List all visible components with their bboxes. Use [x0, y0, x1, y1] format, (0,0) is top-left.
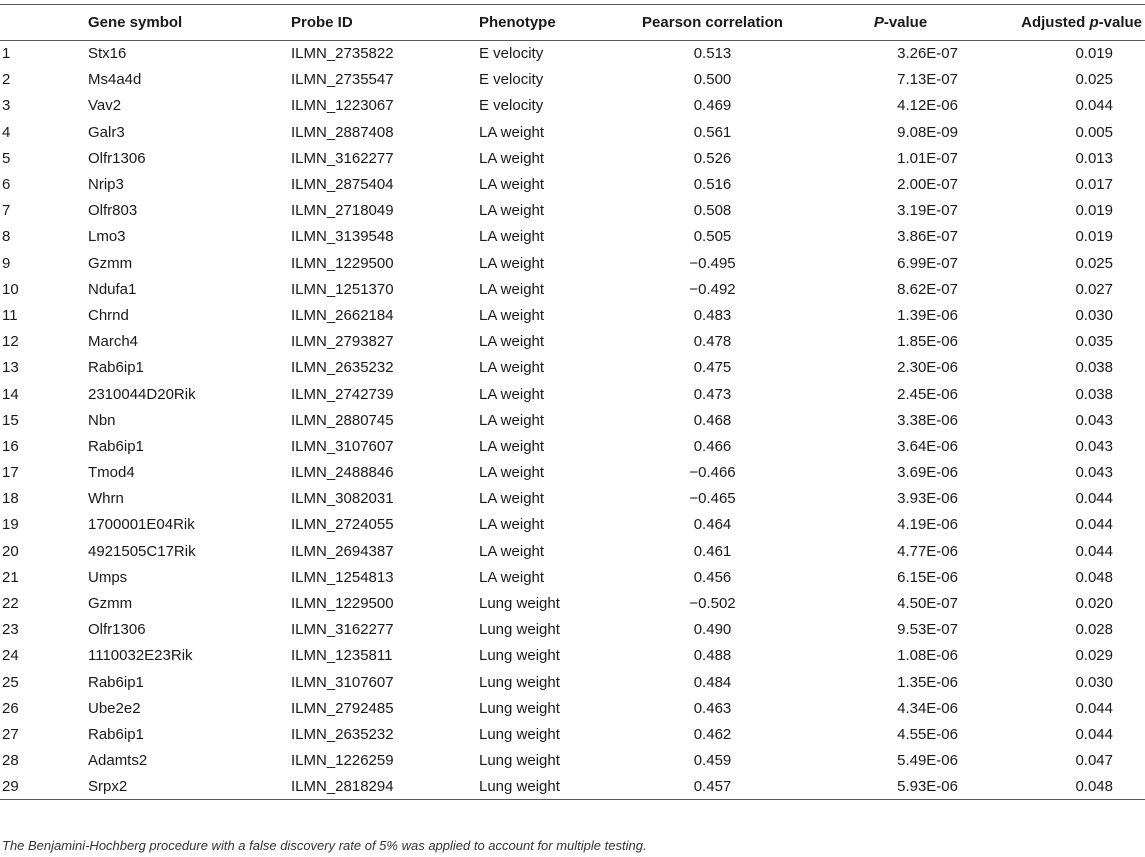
- cell-phenotype: LA weight: [479, 516, 545, 534]
- cell-pearson-correlation: −0.502: [689, 595, 736, 613]
- cell-phenotype: LA weight: [479, 123, 545, 141]
- cell-row-index: 7: [2, 202, 11, 220]
- cell-phenotype: LA weight: [479, 280, 545, 298]
- header-p-value-rest: -value: [883, 14, 928, 31]
- cell-phenotype: LA weight: [479, 359, 545, 377]
- cell-pearson-correlation: 0.469: [693, 97, 732, 115]
- cell-adjusted-p-value: 0.044: [1075, 516, 1113, 534]
- cell-row-index: 15: [2, 411, 19, 429]
- cell-probe-id: ILMN_1254813: [291, 568, 394, 586]
- cell-gene-symbol: Olfr1306: [88, 149, 146, 167]
- cell-probe-id: ILMN_1223067: [291, 97, 394, 115]
- cell-phenotype: E velocity: [479, 45, 544, 63]
- header-adjusted-rest: -value: [1098, 14, 1142, 31]
- cell-adjusted-p-value: 0.005: [1075, 123, 1113, 141]
- cell-p-value: 3.64E-06: [897, 437, 958, 455]
- cell-row-index: 2: [2, 71, 11, 89]
- cell-probe-id: ILMN_2818294: [291, 774, 479, 800]
- cell-row-index: 29: [0, 774, 88, 800]
- cell-p-value: 4.77E-06: [897, 542, 958, 560]
- cell-p-value: 7.13E-07: [897, 71, 958, 89]
- cell-adjusted-p-value: 0.030: [1075, 673, 1113, 691]
- table-row: [0, 486, 1145, 512]
- cell-pearson-correlation: 0.478: [693, 333, 732, 351]
- cell-row-index: 12: [2, 333, 19, 351]
- header-adjusted-p-value: [992, 5, 1145, 41]
- table-row: [0, 564, 1145, 590]
- cell-gene-symbol: Adamts2: [88, 752, 148, 770]
- cell-adjusted-p-value: 0.028: [1075, 621, 1113, 639]
- cell-p-value: 3.69E-06: [897, 464, 958, 482]
- table-row: [0, 198, 1145, 224]
- cell-pearson-correlation: 0.456: [693, 568, 732, 586]
- cell-phenotype: Lung weight: [479, 621, 560, 639]
- cell-pearson-correlation: 0.475: [693, 359, 732, 377]
- cell-gene-symbol: Stx16: [88, 45, 127, 63]
- cell-gene-symbol: Gzmm: [88, 595, 133, 613]
- cell-pearson-correlation: 0.505: [693, 228, 732, 246]
- table-row: [0, 407, 1145, 433]
- table-row: [0, 250, 1145, 276]
- cell-gene-symbol: Rab6ip1: [88, 725, 144, 743]
- table-row: [0, 381, 1145, 407]
- cell-phenotype: LA weight: [479, 176, 545, 194]
- cell-pearson-correlation: 0.473: [693, 385, 732, 403]
- cell-pearson-correlation: −0.495: [689, 254, 736, 272]
- cell-adjusted-p-value: 0.019: [1075, 45, 1113, 63]
- table-body: [0, 41, 1145, 800]
- cell-row-index: 5: [2, 149, 11, 167]
- cell-phenotype: LA weight: [479, 411, 545, 429]
- table-row: [0, 643, 1145, 669]
- cell-phenotype: LA weight: [479, 333, 545, 351]
- cell-adjusted-p-value: 0.048: [1075, 568, 1113, 586]
- cell-probe-id: ILMN_1251370: [291, 280, 394, 298]
- cell-adjusted-p-value: 0.019: [1075, 228, 1113, 246]
- cell-gene-symbol: Vav2: [88, 97, 122, 115]
- cell-p-value: 4.55E-06: [897, 725, 958, 743]
- cell-pearson-correlation: 0.466: [693, 437, 732, 455]
- cell-row-index: 11: [2, 306, 18, 324]
- table-row: [0, 276, 1145, 302]
- cell-probe-id: ILMN_2880745: [291, 411, 394, 429]
- cell-gene-symbol: Ube2e2: [88, 699, 141, 717]
- cell-probe-id: ILMN_2488846: [291, 464, 394, 482]
- header-adjusted-prefix: Adjusted: [1021, 14, 1090, 31]
- cell-p-value: 1.85E-06: [897, 333, 958, 351]
- table-footnote: The Benjamini-Hochberg procedure with a false discovery rate of 5% was applied to account for multiple testing.: [2, 838, 647, 853]
- cell-p-value: 5.93E-06: [809, 774, 992, 800]
- cell-pearson-correlation: 0.484: [693, 673, 732, 691]
- cell-gene-symbol: Umps: [88, 568, 128, 586]
- cell-phenotype: Lung weight: [479, 699, 560, 717]
- cell-probe-id: ILMN_3139548: [291, 228, 394, 246]
- cell-gene-symbol: Chrnd: [88, 306, 129, 324]
- cell-p-value: 1.01E-07: [897, 149, 958, 167]
- cell-pearson-correlation: 0.463: [693, 699, 732, 717]
- cell-probe-id: ILMN_2887408: [291, 123, 394, 141]
- cell-phenotype: Lung weight: [479, 673, 560, 691]
- table-row: [0, 119, 1145, 145]
- cell-gene-symbol: Gzmm: [88, 254, 133, 272]
- cell-probe-id: ILMN_2718049: [291, 202, 394, 220]
- cell-probe-id: ILMN_2792485: [291, 699, 394, 717]
- cell-pearson-correlation: 0.516: [693, 176, 732, 194]
- cell-row-index: 3: [2, 97, 11, 115]
- cell-row-index: 6: [2, 176, 11, 194]
- cell-gene-symbol: Olfr803: [88, 202, 138, 220]
- cell-p-value: 5.49E-06: [897, 752, 958, 770]
- cell-pearson-correlation: 0.457: [616, 774, 809, 800]
- cell-adjusted-p-value: 0.025: [1075, 254, 1113, 272]
- cell-adjusted-p-value: 0.029: [1075, 647, 1113, 665]
- cell-phenotype: Lung weight: [479, 725, 560, 743]
- cell-pearson-correlation: 0.508: [693, 202, 732, 220]
- cell-adjusted-p-value: 0.043: [1075, 411, 1113, 429]
- cell-probe-id: ILMN_3162277: [291, 621, 394, 639]
- cell-row-index: 22: [2, 595, 19, 613]
- cell-adjusted-p-value: 0.020: [1075, 595, 1113, 613]
- cell-probe-id: ILMN_2694387: [291, 542, 394, 560]
- cell-probe-id: ILMN_1229500: [291, 595, 394, 613]
- cell-row-index: 8: [2, 228, 11, 246]
- cell-phenotype: LA weight: [479, 149, 545, 167]
- cell-adjusted-p-value: 0.017: [1075, 176, 1113, 194]
- cell-row-index: 4: [2, 123, 11, 141]
- cell-p-value: 8.62E-07: [897, 280, 958, 298]
- cell-row-index: 10: [2, 280, 19, 298]
- cell-adjusted-p-value: 0.043: [1075, 437, 1113, 455]
- cell-pearson-correlation: 0.561: [693, 123, 732, 141]
- cell-p-value: 9.08E-09: [897, 123, 958, 141]
- table-row: [0, 538, 1145, 564]
- table-row: [0, 748, 1145, 774]
- cell-probe-id: ILMN_3107607: [291, 673, 394, 691]
- cell-row-index: 28: [2, 752, 19, 770]
- table-row: [0, 590, 1145, 616]
- cell-probe-id: ILMN_1229500: [291, 254, 394, 272]
- header-adjusted-italic: p: [1089, 14, 1099, 31]
- table-row: [0, 512, 1145, 538]
- cell-pearson-correlation: 0.490: [693, 621, 732, 639]
- cell-probe-id: ILMN_2875404: [291, 176, 394, 194]
- cell-pearson-correlation: 0.462: [693, 725, 732, 743]
- gene-correlation-table: [0, 4, 1145, 800]
- cell-row-index: 13: [2, 359, 19, 377]
- cell-probe-id: ILMN_2635232: [291, 359, 394, 377]
- cell-phenotype: Lung weight: [479, 774, 616, 800]
- cell-gene-symbol: Olfr1306: [88, 621, 146, 639]
- cell-adjusted-p-value: 0.044: [1075, 725, 1113, 743]
- cell-p-value: 6.99E-07: [897, 254, 958, 272]
- cell-pearson-correlation: 0.488: [693, 647, 732, 665]
- header-pearson-correlation: Pearson correlation: [616, 5, 809, 41]
- cell-probe-id: ILMN_2735547: [291, 71, 394, 89]
- cell-phenotype: Lung weight: [479, 595, 560, 613]
- cell-row-index: 24: [2, 647, 19, 665]
- cell-p-value: 3.86E-07: [897, 228, 958, 246]
- cell-gene-symbol: Rab6ip1: [88, 437, 144, 455]
- cell-phenotype: LA weight: [479, 542, 545, 560]
- cell-adjusted-p-value: 0.030: [1075, 306, 1113, 324]
- cell-row-index: 23: [2, 621, 19, 639]
- cell-probe-id: ILMN_1235811: [291, 647, 393, 665]
- table-row: [0, 433, 1145, 459]
- cell-pearson-correlation: −0.492: [689, 280, 736, 298]
- cell-gene-symbol: Galr3: [88, 123, 125, 141]
- cell-row-index: 20: [2, 542, 19, 560]
- cell-p-value: 4.12E-06: [897, 97, 958, 115]
- cell-adjusted-p-value: 0.038: [1075, 385, 1113, 403]
- cell-p-value: 1.08E-06: [897, 647, 958, 665]
- cell-probe-id: ILMN_2735822: [291, 45, 394, 63]
- table-header-row: [0, 5, 1145, 41]
- cell-pearson-correlation: 0.459: [693, 752, 732, 770]
- cell-gene-symbol: Ms4a4d: [88, 71, 142, 89]
- cell-phenotype: LA weight: [479, 490, 545, 508]
- cell-adjusted-p-value: 0.044: [1075, 97, 1113, 115]
- table-row: [0, 460, 1145, 486]
- cell-p-value: 4.50E-07: [897, 595, 958, 613]
- table-row: [0, 774, 1145, 800]
- cell-gene-symbol: 1110032E23Rik: [88, 647, 193, 665]
- cell-probe-id: ILMN_3162277: [291, 149, 394, 167]
- cell-p-value: 3.19E-07: [897, 202, 958, 220]
- cell-gene-symbol: Nbn: [88, 411, 116, 429]
- cell-phenotype: E velocity: [479, 71, 544, 89]
- cell-p-value: 3.38E-06: [897, 411, 958, 429]
- table-row: [0, 171, 1145, 197]
- cell-adjusted-p-value: 0.044: [1075, 490, 1113, 508]
- cell-row-index: 19: [2, 516, 19, 534]
- cell-adjusted-p-value: 0.038: [1075, 359, 1113, 377]
- cell-phenotype: LA weight: [479, 437, 545, 455]
- cell-gene-symbol: Rab6ip1: [88, 673, 144, 691]
- cell-pearson-correlation: 0.461: [693, 542, 732, 560]
- cell-probe-id: ILMN_2662184: [291, 306, 394, 324]
- cell-phenotype: LA weight: [479, 202, 545, 220]
- cell-gene-symbol: 4921505C17Rik: [88, 542, 196, 560]
- cell-pearson-correlation: −0.465: [689, 490, 736, 508]
- cell-phenotype: LA weight: [479, 464, 545, 482]
- cell-row-index: 16: [2, 437, 19, 455]
- header-p-value-italic: P: [873, 14, 884, 31]
- cell-row-index: 9: [2, 254, 11, 272]
- cell-phenotype: Lung weight: [479, 752, 560, 770]
- cell-p-value: 2.30E-06: [897, 359, 958, 377]
- table-row: [0, 302, 1145, 328]
- table-row: [0, 329, 1145, 355]
- cell-row-index: 21: [2, 568, 19, 586]
- cell-adjusted-p-value: 0.035: [1075, 333, 1113, 351]
- table-row: [0, 669, 1145, 695]
- cell-gene-symbol: Ndufa1: [88, 280, 137, 298]
- header-index: [0, 5, 88, 41]
- header-p-value: [809, 5, 992, 41]
- cell-row-index: 1: [2, 45, 11, 63]
- cell-gene-symbol: March4: [88, 333, 139, 351]
- cell-phenotype: E velocity: [479, 97, 544, 115]
- cell-gene-symbol: Tmod4: [88, 464, 135, 482]
- cell-p-value: 1.39E-06: [897, 306, 958, 324]
- cell-adjusted-p-value: 0.048: [992, 774, 1145, 800]
- cell-gene-symbol: Nrip3: [88, 176, 124, 194]
- cell-probe-id: ILMN_2724055: [291, 516, 394, 534]
- cell-p-value: 9.53E-07: [897, 621, 958, 639]
- cell-p-value: 2.00E-07: [897, 176, 958, 194]
- cell-pearson-correlation: 0.500: [693, 71, 732, 89]
- cell-adjusted-p-value: 0.025: [1075, 71, 1113, 89]
- cell-gene-symbol: Srpx2: [88, 774, 291, 800]
- cell-probe-id: ILMN_3107607: [291, 437, 394, 455]
- cell-phenotype: LA weight: [479, 385, 545, 403]
- cell-phenotype: LA weight: [479, 254, 545, 272]
- header-phenotype: Phenotype: [479, 5, 616, 41]
- cell-adjusted-p-value: 0.027: [1075, 280, 1113, 298]
- cell-row-index: 17: [2, 464, 19, 482]
- cell-adjusted-p-value: 0.044: [1075, 699, 1113, 717]
- table-row: [0, 41, 1145, 67]
- cell-adjusted-p-value: 0.019: [1075, 202, 1113, 220]
- cell-row-index: 26: [2, 699, 19, 717]
- cell-phenotype: LA weight: [479, 306, 545, 324]
- cell-p-value: 1.35E-06: [897, 673, 958, 691]
- cell-row-index: 27: [2, 725, 19, 743]
- cell-gene-symbol: Whrn: [88, 490, 124, 508]
- table-row: [0, 355, 1145, 381]
- table-row: [0, 721, 1145, 747]
- cell-probe-id: ILMN_1226259: [291, 752, 394, 770]
- cell-adjusted-p-value: 0.044: [1075, 542, 1113, 560]
- cell-p-value: 3.26E-07: [897, 45, 958, 63]
- cell-gene-symbol: Lmo3: [88, 228, 126, 246]
- cell-pearson-correlation: −0.466: [689, 464, 736, 482]
- cell-probe-id: ILMN_2742739: [291, 385, 394, 403]
- cell-p-value: 2.45E-06: [897, 385, 958, 403]
- cell-phenotype: Lung weight: [479, 647, 560, 665]
- table-row: [0, 67, 1145, 93]
- cell-gene-symbol: Rab6ip1: [88, 359, 144, 377]
- table-row: [0, 224, 1145, 250]
- cell-gene-symbol: 2310044D20Rik: [88, 385, 196, 403]
- table-row: [0, 93, 1145, 119]
- header-gene-symbol: Gene symbol: [88, 5, 291, 41]
- cell-adjusted-p-value: 0.047: [1075, 752, 1113, 770]
- header-probe-id: Probe ID: [291, 5, 479, 41]
- cell-probe-id: ILMN_3082031: [291, 490, 394, 508]
- cell-p-value: 4.19E-06: [897, 516, 958, 534]
- cell-phenotype: LA weight: [479, 568, 545, 586]
- cell-p-value: 6.15E-06: [897, 568, 958, 586]
- cell-row-index: 25: [2, 673, 19, 691]
- cell-p-value: 4.34E-06: [897, 699, 958, 717]
- cell-phenotype: LA weight: [479, 228, 545, 246]
- cell-probe-id: ILMN_2635232: [291, 725, 394, 743]
- cell-row-index: 14: [2, 385, 19, 403]
- cell-pearson-correlation: 0.464: [693, 516, 732, 534]
- table-row: [0, 695, 1145, 721]
- cell-probe-id: ILMN_2793827: [291, 333, 394, 351]
- cell-pearson-correlation: 0.526: [693, 149, 732, 167]
- table-row: [0, 617, 1145, 643]
- cell-pearson-correlation: 0.513: [693, 45, 732, 63]
- cell-p-value: 3.93E-06: [897, 490, 958, 508]
- cell-pearson-correlation: 0.468: [693, 411, 732, 429]
- cell-row-index: 18: [2, 490, 19, 508]
- cell-adjusted-p-value: 0.043: [1075, 464, 1113, 482]
- cell-pearson-correlation: 0.483: [693, 306, 732, 324]
- cell-gene-symbol: 1700001E04Rik: [88, 516, 195, 534]
- cell-adjusted-p-value: 0.013: [1075, 149, 1113, 167]
- table-row: [0, 145, 1145, 171]
